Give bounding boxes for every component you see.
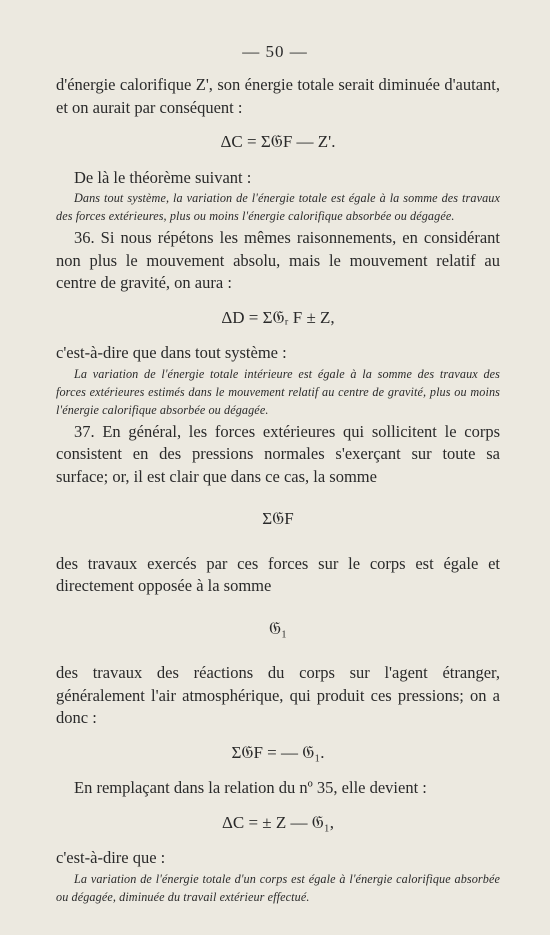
paragraph: c'est-à-dire que dans tout système : bbox=[56, 343, 287, 362]
theorem-statement: La variation de l'énergie totale intérieure est égale à la somme des travaux des forces extérieures estimés dans le mouvement relatif au centre de gravité, plus ou moins l'énergie calorifique absorbée ou dégagée. bbox=[56, 366, 500, 417]
equation: ΔC = ± Z — 𝔊₁, bbox=[221, 812, 335, 832]
equation: ΔD = Σ𝔊ᵣ F ± Z, bbox=[221, 307, 335, 327]
equation: Σ𝔊F bbox=[262, 509, 294, 528]
paragraph: des travaux exercés par ces forces sur le corps est égale et directement opposée à la somme bbox=[56, 553, 500, 595]
paragraph: De là le théorème suivant : bbox=[74, 167, 252, 187]
paragraph: En remplaçant dans la relation du nº 35, elle devient : bbox=[74, 778, 427, 797]
paragraph: des travaux des réactions du corps sur l'agent étranger, généralement l'air atmosphérique, qui produit ces pressions; on a donc : bbox=[56, 663, 500, 727]
paragraph: d'énergie calorifique Z', son énergie totale serait diminuée d'autant, et on aurait par conséquent : bbox=[56, 75, 500, 117]
equation: ΔC = Σ𝔊F — Z'. bbox=[220, 132, 336, 151]
page-number: — 50 — bbox=[242, 42, 308, 61]
equation: Σ𝔊F = — 𝔊₁. bbox=[231, 742, 325, 762]
paragraph: c'est-à-dire que : bbox=[56, 848, 166, 867]
equation: 𝔊₁ bbox=[268, 618, 287, 638]
theorem-statement: Dans tout système, la variation de l'énergie totale est égale à la somme des travaux des forces extérieures, plus ou moins l'énergie calorifique absorbée ou dégagée. bbox=[56, 191, 500, 223]
paragraph: 36. Si nous répétons les mêmes raisonnements, en considérant non plus le mouvement absolu, mais le mouvement relatif au centre de gravité, on aura : bbox=[56, 228, 500, 292]
theorem-statement: La variation de l'énergie totale d'un corps est égale à l'énergie calorifique absorbée ou dégagée, diminuée du travail extérieur effectué. bbox=[56, 871, 500, 904]
paragraph: 37. En général, les forces extérieures qui sollicitent le corps consistent en des pressions normales s'exerçant sur toute sa surface; or, il est clair que dans ce cas, la somme bbox=[56, 421, 500, 486]
page-body bbox=[56, 74, 500, 906]
